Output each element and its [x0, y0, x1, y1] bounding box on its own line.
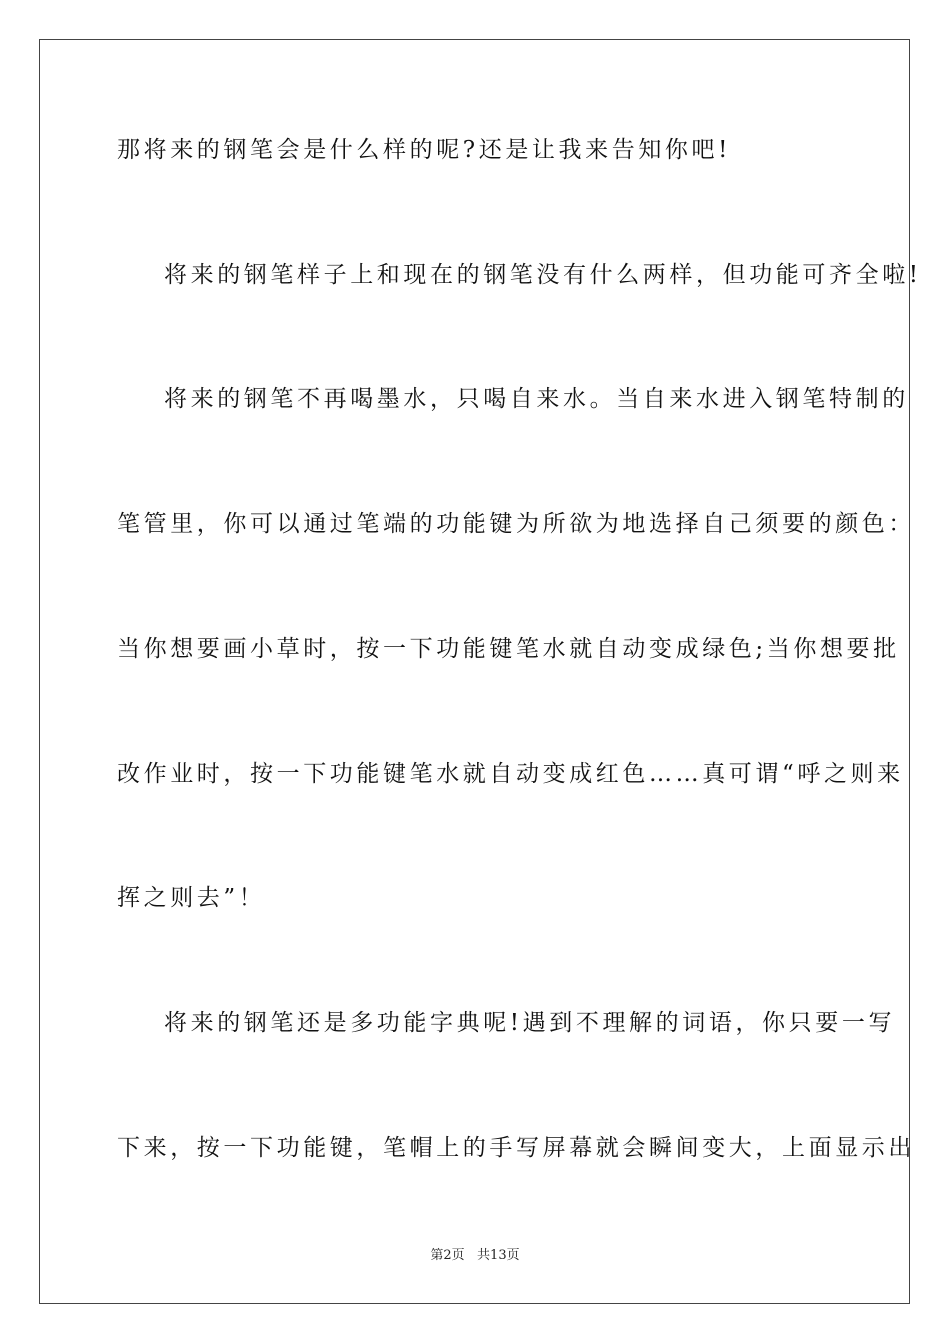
text-line-6: 改作业时，按一下功能键笔水就自动变成红色……真可谓“呼之则来: [117, 761, 904, 787]
text-line-1: 那将来的钢笔会是什么样的呢?还是让我来告知你吧!: [117, 137, 731, 163]
text-line-9: 下来，按一下功能键，笔帽上的手写屏幕就会瞬间变大，上面显示出: [117, 1135, 915, 1161]
text-line-5: 当你想要画小草时，按一下功能键笔水就自动变成绿色;当你想要批: [117, 636, 900, 662]
text-line-2: 将来的钢笔样子上和现在的钢笔没有什么两样，但功能可齐全啦!: [164, 262, 922, 288]
text-line-8: 将来的钢笔还是多功能字典呢!遇到不理解的词语，你只要一写: [164, 1010, 896, 1036]
page-number-footer: 第2页 共13页: [430, 1248, 520, 1263]
page-border: [39, 39, 922, 1304]
text-line-4: 笔管里，你可以通过笔端的功能键为所欲为地选择自己须要的颜色：: [117, 511, 915, 537]
text-line-3: 将来的钢笔不再喝墨水，只喝自来水。当自来水进入钢笔特制的: [164, 386, 909, 412]
text-line-7: 挥之则去”！: [117, 885, 266, 911]
